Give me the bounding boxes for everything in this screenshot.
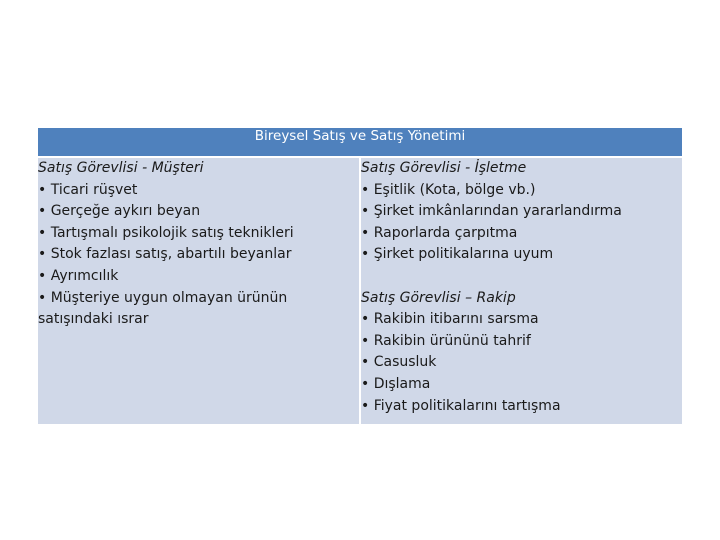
list-item: satışındaki ısrar: [38, 311, 149, 328]
list-item: • Tartışmalı psikolojik satış teknikleri: [38, 224, 294, 241]
list-item: • Stok fazlası satış, abartılı beyanlar: [38, 246, 292, 263]
list-item: • Dışlama: [361, 375, 431, 392]
list-item: • Rakibin ürününü tahrif: [361, 332, 531, 349]
company-competitor-cell: [360, 157, 683, 425]
list-item: • Casusluk: [361, 354, 437, 371]
list-item: • Gerçeğe aykırı beyan: [38, 203, 201, 220]
list-item: • Raporlarda çarpıtma: [361, 224, 518, 241]
table-header: Bireysel Satış ve Satış Yönetimi: [37, 127, 683, 157]
customer-cell: [37, 157, 360, 425]
list-item: • Rakibin itibarını sarsma: [361, 311, 539, 328]
ethics-table: [36, 126, 684, 426]
list-item: • Fiyat politikalarını tartışma: [361, 397, 561, 414]
list-item: • Ayrımcılık: [38, 267, 119, 284]
list-item: • Ticari rüşvet: [38, 181, 138, 198]
company-title: Satış Görevlisi - İşletme: [361, 160, 527, 176]
list-item: • Şirket politikalarına uyum: [361, 246, 554, 263]
list-item: • Şirket imkânlarından yararlandırma: [361, 203, 622, 220]
spacer: [361, 266, 682, 288]
competitor-title: Satış Görevlisi – Rakip: [361, 289, 516, 306]
list-item: • Müşteriye uygun olmayan ürünün: [38, 289, 288, 306]
list-item: • Eşitlik (Kota, bölge vb.): [361, 181, 536, 198]
customer-title: Satış Görevlisi - Müşteri: [38, 160, 204, 176]
